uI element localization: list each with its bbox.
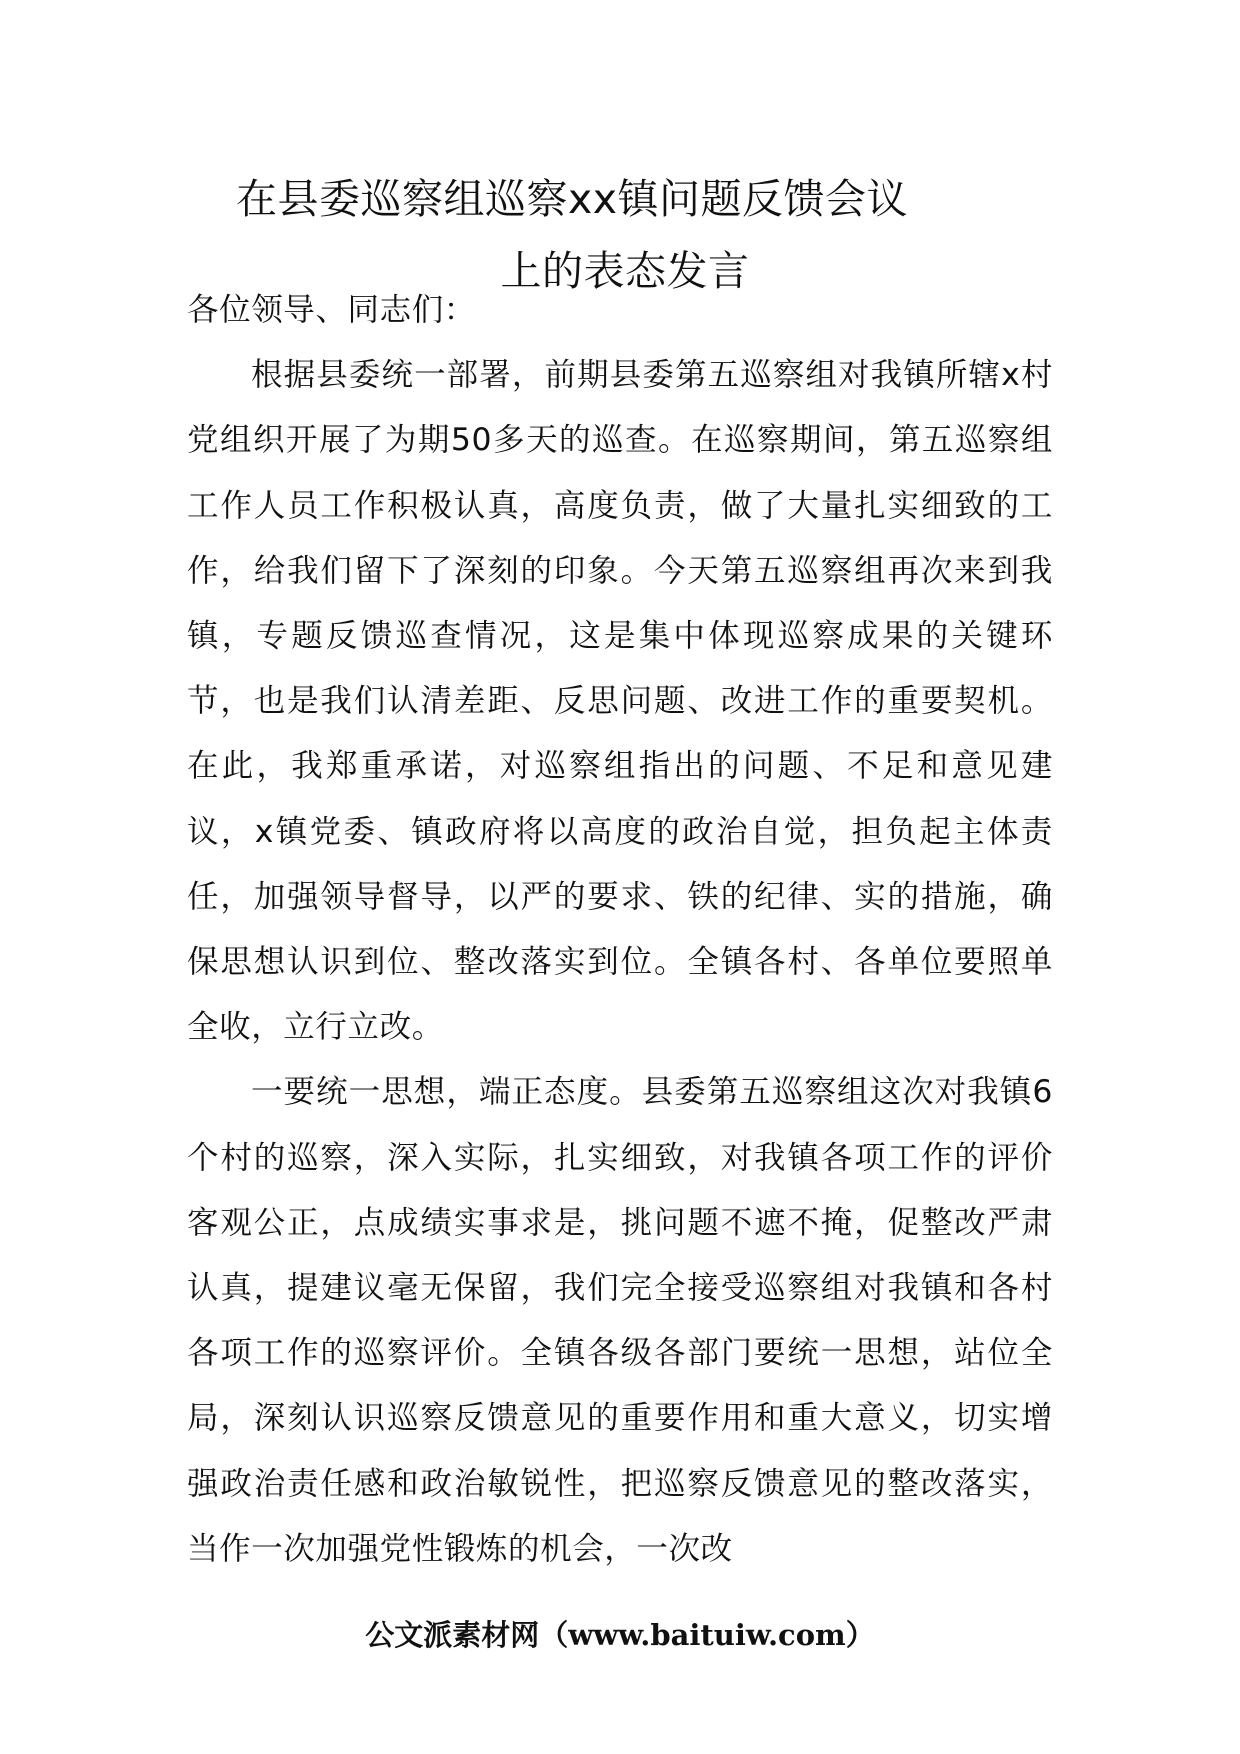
paragraph-1: 根据县委统一部署，前期县委第五巡察组对我镇所辖x村党组织开展了为期50多天的巡查。在巡察期间，第五巡察组工作人员工作积极认真，高度负责，做了大量扎实细致的工作，给我们留下了深刻的印象。今天第五巡察组再次来到我镇，专题反馈巡查情况，这是集中体现巡察成果的关键环节，也是我们认清差距、反思问题、改进工作的重要契机。在此，我郑重承诺，对巡察组指出的问题、不足和意见建议，x镇党委、镇政府将以高度的政治自觉，担负起主体责任，加强领导督导，以严的要求、铁的纪律、实的措施，确保思想认识到位、整改落实到位。全镇各村、各单位要照单全收，立行立改。 — [187, 357, 1053, 1046]
document-body — [187, 278, 1053, 1582]
paragraph-2: 一要统一思想，端正态度。县委第五巡察组这次对我镇6个村的巡察，深入实际，扎实细致，对我镇各项工作的评价客观公正，点成绩实事求是，挑问题不遮不掩，促整改严肃认真，提建议毫无保留，我们完全接受巡察组对我镇和各村各项工作的巡察评价。全镇各级各部门要统一思想，站位全局，深刻认识巡察反馈意见的重要作用和重大意义，切实增强政治责任感和政治敏锐性，把巡察反馈意见的整改落实，当作一次加强党性锻炼的机会，一次改 — [187, 1074, 1053, 1567]
document-title-line-2: 上的表态发言 — [500, 247, 750, 295]
salutation: 各位领导、同志们： — [187, 292, 476, 328]
document-title-line-1: 在县委巡察组巡察xx镇问题反馈会议 — [236, 175, 909, 223]
footer-source: 公文派素材网（www.baituiw.com） — [365, 1618, 875, 1652]
